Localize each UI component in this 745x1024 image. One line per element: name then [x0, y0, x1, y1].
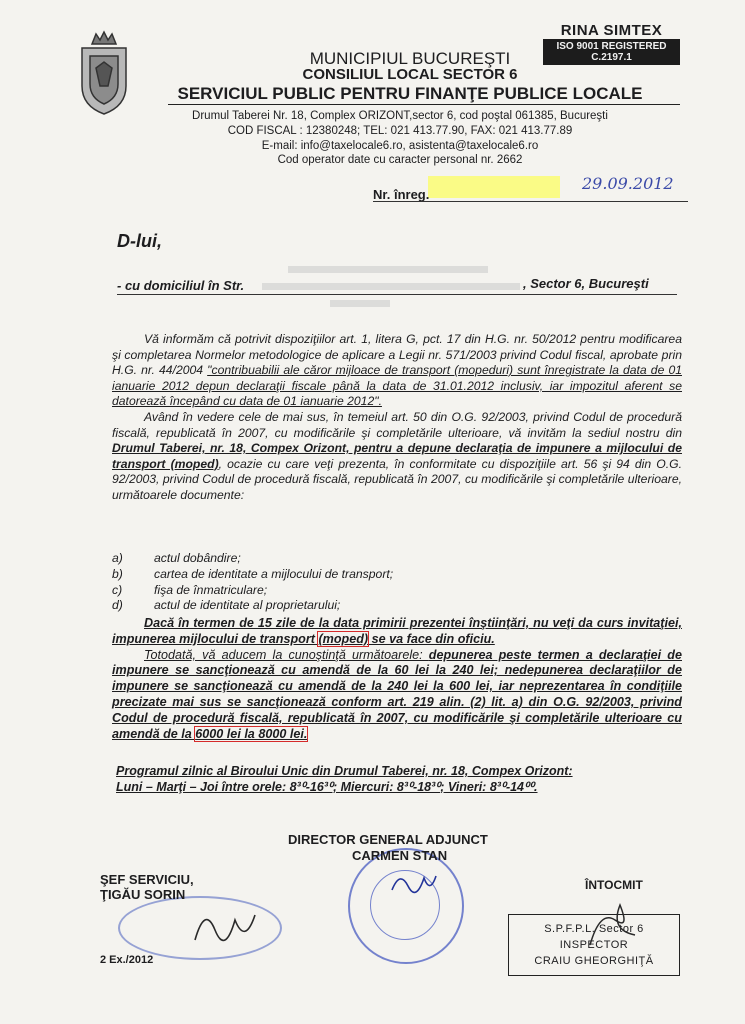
- paragraph-3: Dacă în termen de 15 zile de la data primirii prezentei înştiinţări, nu veţi da curs invitaţiei, impunerea mijlocului de transport (moped) se va face din oficiu.: [112, 616, 682, 646]
- domicile-sector: , Sector 6, Bucureşti: [523, 276, 649, 291]
- inspector-name: CRAIU GHEORGHIŢĂ: [534, 955, 654, 967]
- copies-note: 2 Ex./2012: [100, 954, 154, 966]
- list-item: d) actul de identitate al proprietarului;: [112, 598, 341, 613]
- moped-highlight: (moped): [318, 631, 369, 646]
- prepared-label: ÎNTOCMIT: [585, 878, 643, 892]
- list-item: a) actul dobândire;: [112, 551, 241, 565]
- signature-scribble-icon: [190, 900, 260, 955]
- registration-date: 29.09.2012: [582, 174, 674, 193]
- list-item: b) cartea de identitate a mijlocului de transport;: [112, 566, 394, 581]
- certification-block: [543, 22, 680, 65]
- documents-list: [112, 551, 512, 614]
- inspector-unit: S.P.F.P.L. Sector 6: [544, 923, 644, 935]
- redacted-street: [262, 283, 520, 290]
- chief-block: [100, 872, 194, 902]
- domicile-label: - cu domiciliul în Str.: [117, 278, 245, 293]
- paragraph-2: Având în vedere cele de mai sus, în temeiul art. 50 din O.G. 92/2003, privind Codul de procedură fiscală, republicată în 2007, cu modificările şi completările ulterioare, vă invităm la sediul nostru din Drumul Taberei, nr. 18, Compex Orizont, pentru a depune declaraţia de impunere a mijlocului de transport (moped), ocazie cu care veţi prezenta, în conformitate cu dispoziţiile art. 56 şi 94 din O.G. 92/2003, privind Codul de procedură fiscală, republicată în 2007, cu modificările şi completările ulterioare, următoarele documente:: [112, 409, 683, 502]
- header-council: CONSILIUL LOCAL SECTOR 6: [302, 66, 518, 83]
- office-hours-line2: Luni – Marţi – Joi între orele: 8³⁰-16³⁰; Miercuri: 8³⁰-18³⁰; Vineri: 8³⁰-14⁰⁰.: [116, 779, 538, 794]
- header-service: SERVICIUL PUBLIC PENTRU FINANŢE PUBLICE LOCALE: [177, 84, 643, 103]
- invitation-address: Drumul Taberei, nr. 18, Compex Orizont, pentru a depune declaraţia de impunere a mijlocului de transport (moped): [112, 441, 682, 471]
- certification-iso: ISO 9001 REGISTERED C.2197.1: [543, 39, 680, 65]
- certification-brand: RINA SIMTEX: [560, 22, 663, 39]
- director-signature-icon: [388, 868, 438, 903]
- registration-label: Nr. înreg.: [373, 187, 430, 202]
- inspector-title: INSPECTOR: [559, 939, 629, 951]
- chief-title: ŞEF SERVICIU,: [100, 872, 194, 887]
- header-municipality: MUNICIPIUL BUCUREŞTI: [309, 49, 511, 68]
- coat-of-arms-icon: [74, 26, 134, 118]
- list-item: c) fişa de înmatriculare;: [112, 582, 268, 597]
- salutation: D-lui,: [117, 231, 162, 251]
- header-operator: Cod operator date cu caracter personal nr. 2662: [277, 154, 523, 166]
- penalty-amount: 6000 lei la 8000 lei.: [195, 726, 308, 741]
- paragraph-1: Vă informăm că potrivit dispoziţiilor art. 1, litera G, pct. 17 din H.G. nr. 50/2012 pentru modificarea şi completarea Normelor metodologice de aplicare a Legii nr. 571/2003 privind Codul fiscal, aprobate prin H.G. nr. 44/2004 "contribuabilii ale căror mijloace de transport (mopeduri) sunt înregistrate la data de 01 ianuarie 2012 depun declaraţii fiscale până la data de 31.01.2012 inclusiv, iar impozitul aferent se datorează începând cu data de 01 ianuarie 2012".: [112, 332, 682, 409]
- header-email: E-mail: info@taxelocale6.ro, asistenta@taxelocale6.ro: [261, 140, 539, 152]
- header-address: Drumul Taberei Nr. 18, Complex ORIZONT,sector 6, cod poştal 061385, Bucureşti: [192, 110, 608, 122]
- director-title: DIRECTOR GENERAL ADJUNCT: [288, 832, 488, 847]
- registration-line: [373, 201, 688, 202]
- office-hours: [100, 764, 690, 795]
- director-name: CARMEN STAN: [352, 848, 448, 863]
- header-fiscal: COD FISCAL : 12380248; TEL: 021 413.77.90, FAX: 021 413.77.89: [227, 125, 573, 137]
- quoted-provision: "contribuabilii ale căror mijloace de transport (mopeduri) sunt înregistrate la data de 01 ianuarie 2012 depun declaraţii fiscale până la data de 31.01.2012 inclusiv, iar impozitul aferent se datorează începând cu data de 01 ianuarie 2012".: [112, 363, 682, 409]
- redaction-highlight: [428, 176, 560, 198]
- penalties-text: depunerea peste termen a declaraţiei de impunere se sancţionează cu amendă de la 60 lei la 240 lei; nedepunerea declaraţiilor de impunere se sancţionează cu amendă de la 240 lei la 600 lei, iar neprezentarea în condiţiile precizate mai sus se sancţionează conform art. 219 alin. (2) lit. a) din O.G. 92/2003, privind Codul de procedură fiscală, republicată în 2007, cu modificările şi completările ulterioare cu amendă de la: [112, 647, 682, 741]
- paragraph-4: Totodată, vă aducem la cunoştinţă următoarele: depunerea peste termen a declaraţiei de impunere se sancţionează cu amendă de la 60 lei la 240 lei; nedepunerea declaraţiilor de impunere se sancţionează cu amendă de la 240 lei la 600 lei, iar neprezentarea în condiţiile precizate mai sus se sancţionează conform art. 219 alin. (2) lit. a) din O.G. 92/2003, privind Codul de procedură fiscală, republicată în 2007, cu modificările şi completările ulterioare cu amendă de la 6000 lei la 8000 lei.: [112, 647, 682, 741]
- redacted-name: [288, 266, 488, 273]
- letter-body-2: [112, 616, 682, 742]
- letter-body: [112, 332, 682, 504]
- inspector-signature-icon: [580, 900, 640, 955]
- office-hours-line1: Programul zilnic al Biroului Unic din Drumul Taberei, nr. 18, Compex Orizont:: [116, 764, 573, 778]
- redacted-number: [330, 300, 390, 307]
- header-divider: [168, 104, 680, 105]
- chief-name: ŢIGĂU SORIN: [100, 887, 186, 902]
- domicile-line: [117, 294, 677, 295]
